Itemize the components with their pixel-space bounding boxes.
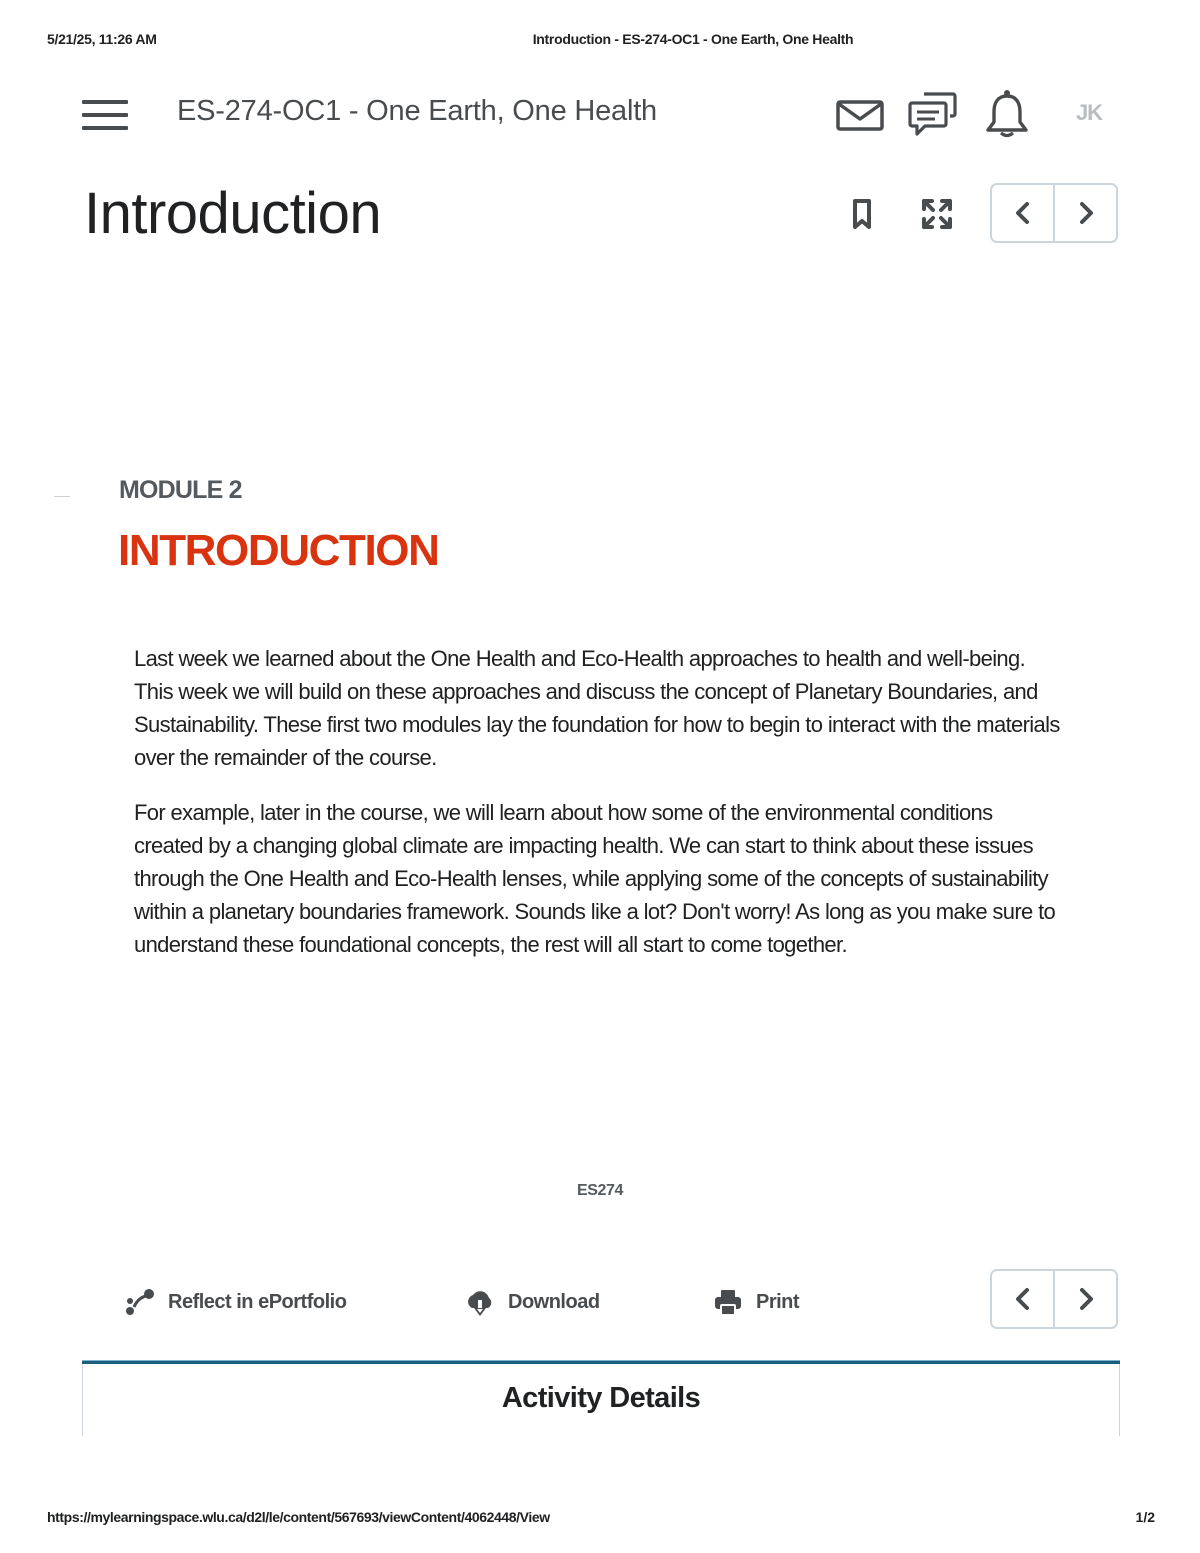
next-topic-button[interactable] <box>1053 185 1116 241</box>
previous-topic-button[interactable] <box>992 185 1053 241</box>
printer-icon <box>712 1286 744 1318</box>
print-label: Print <box>756 1290 800 1313</box>
bell-icon[interactable] <box>982 88 1032 138</box>
user-avatar[interactable]: JK <box>1075 100 1103 125</box>
download-label: Download <box>508 1290 600 1313</box>
reflect-eportfolio-button[interactable] <box>124 1286 346 1318</box>
content-heading: INTRODUCTION <box>118 526 439 575</box>
decorative-divider <box>54 496 70 497</box>
eportfolio-icon <box>124 1286 156 1318</box>
content-body <box>134 642 1064 983</box>
chat-icon[interactable] <box>908 90 958 140</box>
fullscreen-icon[interactable] <box>921 198 953 230</box>
print-page-number: 1/2 <box>1135 1509 1155 1525</box>
activity-details-heading[interactable]: Activity Details <box>501 1382 701 1414</box>
chevron-right-icon <box>1076 1287 1096 1311</box>
course-code-tag: ES274 <box>576 1182 624 1199</box>
paragraph: Last week we learned about the One Health and Eco-Health approaches to health and well-being. This week we will build on these approaches and discuss the concept of Planetary Boundaries, and Sustainability. These first two modules lay the foundation for how to begin to interact with the materials over the remainder of the course. <box>134 646 1060 770</box>
print-datetime: 5/21/25, 11:26 AM <box>47 31 157 47</box>
menu-icon[interactable] <box>82 100 128 132</box>
previous-topic-button[interactable] <box>992 1271 1053 1327</box>
mail-icon[interactable] <box>835 90 885 140</box>
reflect-label: Reflect in ePortfolio <box>168 1290 347 1313</box>
course-title[interactable]: ES-274-OC1 - One Earth, One Health <box>177 95 657 127</box>
activity-details-panel <box>82 1360 1120 1436</box>
chevron-left-icon <box>1013 201 1033 225</box>
print-document-title: Introduction - ES-274-OC1 - One Earth, One Health <box>532 31 854 47</box>
topic-pager <box>990 183 1118 243</box>
module-label: MODULE 2 <box>119 476 242 504</box>
paragraph: For example, later in the course, we will learn about how some of the environmental conditions created by a changing global climate are impacting health. We can start to think about these issues through the One Health and Eco-Health lenses, while applying some of the concepts of sustainability within a planetary boundaries framework. Sounds like a lot? Don't worry! As long as you make sure to understand these foundational concepts, the rest will all start to come together. <box>134 800 1056 957</box>
chevron-left-icon <box>1013 1287 1033 1311</box>
bookmark-icon[interactable] <box>846 198 878 230</box>
chevron-right-icon <box>1076 201 1096 225</box>
print-url: https://mylearningspace.wlu.ca/d2l/le/content/567693/viewContent/4062448/View <box>47 1509 550 1525</box>
bottom-topic-pager <box>990 1269 1118 1329</box>
print-button[interactable] <box>712 1286 799 1318</box>
next-topic-button[interactable] <box>1053 1271 1116 1327</box>
cloud-download-icon <box>464 1286 496 1318</box>
page-title: Introduction <box>84 181 382 246</box>
download-button[interactable] <box>464 1286 600 1318</box>
